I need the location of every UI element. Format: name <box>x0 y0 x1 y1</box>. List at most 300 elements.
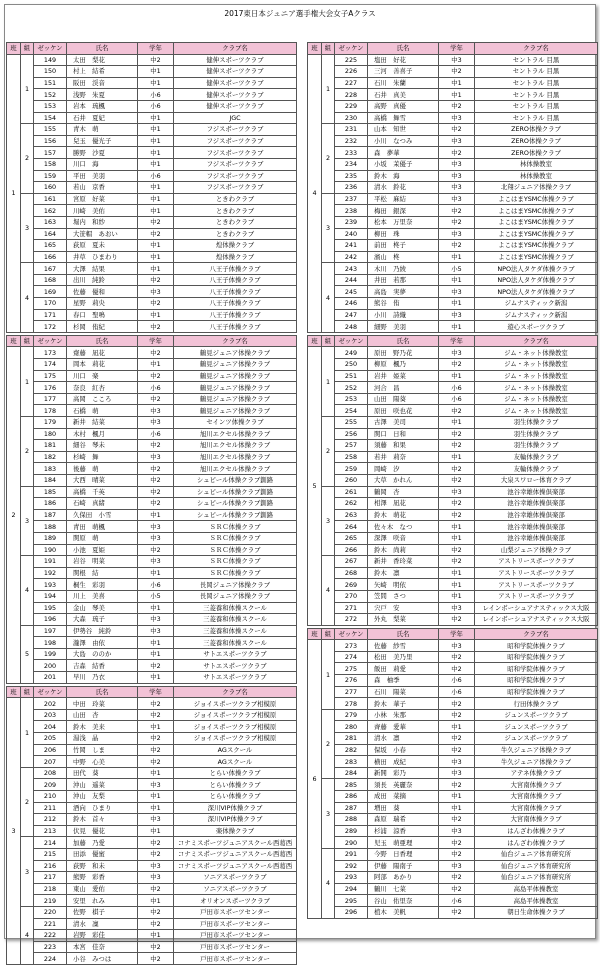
kumi-cell: 3 <box>322 779 335 849</box>
zekken-cell: 229 <box>335 100 368 112</box>
zekken-cell: 290 <box>335 837 368 849</box>
club-cell: シュピール体操クラブ釧路 <box>174 486 297 498</box>
club-cell: セントラル 目黒 <box>475 77 598 89</box>
zekken-cell: 166 <box>34 251 67 263</box>
table-row <box>308 451 598 463</box>
header-zekken: ゼッケン <box>34 686 67 698</box>
club-cell: ときわクラブ <box>174 193 297 205</box>
zekken-cell: 187 <box>34 509 67 521</box>
zekken-cell: 252 <box>335 382 368 394</box>
name-cell: 奈良 紅杏 <box>67 382 138 394</box>
name-cell: 井草 ひまわり <box>67 251 138 263</box>
club-cell: フジスポーツクラブ <box>174 147 297 159</box>
zekken-cell: 161 <box>34 193 67 205</box>
club-cell: 戸田市スポーツセンター <box>174 918 297 930</box>
table-row <box>308 274 598 286</box>
club-cell: 戸田市スポーツセンター <box>174 930 297 942</box>
club-cell: 八王子体操クラブ <box>174 298 297 310</box>
table-row <box>308 193 598 205</box>
name-cell: 川上 美喜 <box>67 590 138 602</box>
zekken-cell: 279 <box>335 709 368 721</box>
zekken-cell: 272 <box>335 614 368 626</box>
table-row <box>7 382 297 394</box>
club-cell: 旭川エクセル体操クラブ <box>174 451 297 463</box>
name-cell: 松本 万里奈 <box>368 216 439 228</box>
table-row <box>308 567 598 579</box>
table-row <box>7 112 297 124</box>
table-row <box>308 640 598 652</box>
name-cell: 若山 京香 <box>67 182 138 194</box>
zekken-cell: 284 <box>335 767 368 779</box>
table-row <box>308 440 598 452</box>
header-name: 氏名 <box>368 43 439 55</box>
club-cell: 遊心スポーツクラブ <box>475 321 598 333</box>
name-cell: 本宮 佳奈 <box>67 941 138 953</box>
zekken-cell: 175 <box>34 370 67 382</box>
club-cell: 高島平体操教室 <box>475 895 598 907</box>
club-cell: 八王子体操クラブ <box>174 321 297 333</box>
zekken-cell: 269 <box>335 579 368 591</box>
club-cell: 高島平体操教室 <box>475 883 598 895</box>
zekken-cell: 217 <box>34 872 67 884</box>
club-cell: ジムナスティック新潟 <box>475 309 598 321</box>
club-cell: よこはまYSMC体操クラブ <box>475 193 598 205</box>
zekken-cell: 213 <box>34 825 67 837</box>
club-cell: アストリースポーツクラブ <box>475 567 598 579</box>
name-cell: 森 柚季 <box>368 675 439 687</box>
name-cell: 矢崎 明依 <box>368 579 439 591</box>
name-cell: 若井 莉奈 <box>368 451 439 463</box>
club-cell: 北翔ジュニア体操クラブ <box>475 182 598 194</box>
zekken-cell: 248 <box>335 321 368 333</box>
table-row <box>308 205 598 217</box>
zekken-cell: 296 <box>335 906 368 918</box>
name-cell: 小林 朱那 <box>368 709 439 721</box>
grade-cell: 中1 <box>439 532 475 544</box>
zekken-cell: 267 <box>335 556 368 568</box>
name-cell: 桐生 彩羽 <box>67 579 138 591</box>
grade-cell: 中2 <box>439 100 475 112</box>
header-kumi: 組 <box>21 43 34 55</box>
table-row <box>7 848 297 860</box>
header-zekken: ゼッケン <box>335 628 368 640</box>
table-row <box>308 66 598 78</box>
club-cell: 朝日生命体操クラブ <box>475 906 598 918</box>
club-cell: 旭川エクセル体操クラブ <box>174 428 297 440</box>
table-row <box>308 779 598 791</box>
club-cell: はんざわ体操クラブ <box>475 825 598 837</box>
header-row <box>7 335 297 347</box>
left-column <box>6 42 297 965</box>
grade-cell: 中2 <box>138 321 174 333</box>
grade-cell: 中2 <box>138 228 174 240</box>
grade-cell: 中1 <box>138 825 174 837</box>
club-cell: AGスクール <box>174 744 297 756</box>
grade-cell: 中1 <box>138 648 174 660</box>
name-cell: 宮原 好菜 <box>67 193 138 205</box>
club-cell: ときわクラブ <box>174 216 297 228</box>
name-cell: 高野 真優 <box>368 100 439 112</box>
table-row <box>308 895 598 907</box>
name-cell: 松田 美乃里 <box>368 651 439 663</box>
grade-cell: 中1 <box>138 602 174 614</box>
zekken-cell: 220 <box>34 906 67 918</box>
zekken-cell: 224 <box>34 953 67 965</box>
zekken-cell: 198 <box>34 637 67 649</box>
table-row <box>7 417 297 429</box>
table-row <box>308 77 598 89</box>
grade-cell: 中3 <box>439 347 475 359</box>
club-cell: オリオンスポーツクラブ <box>174 895 297 907</box>
club-cell: フジスポーツクラブ <box>174 182 297 194</box>
zekken-cell: 200 <box>34 660 67 672</box>
table-row <box>7 66 297 78</box>
grade-cell: 中1 <box>138 791 174 803</box>
name-cell: 加藤 乃愛 <box>67 837 138 849</box>
table-row <box>308 837 598 849</box>
table-row <box>308 532 598 544</box>
grade-cell: 中3 <box>138 521 174 533</box>
name-cell: 梅田 銀深 <box>368 205 439 217</box>
table-row <box>308 614 598 626</box>
grade-cell: 中2 <box>439 216 475 228</box>
zekken-cell: 276 <box>335 675 368 687</box>
grade-cell: 中2 <box>439 124 475 136</box>
grade-cell: 中1 <box>138 802 174 814</box>
zekken-cell: 237 <box>335 193 368 205</box>
zekken-cell: 216 <box>34 860 67 872</box>
zekken-cell: 246 <box>335 298 368 310</box>
name-cell: 森 夢華 <box>368 147 439 159</box>
name-cell: 早川 乃衣 <box>67 672 138 684</box>
name-cell: 新開 彩乃 <box>368 767 439 779</box>
grade-cell: 中2 <box>439 428 475 440</box>
kumi-cell: 4 <box>21 556 34 626</box>
table-row <box>308 170 598 182</box>
zekken-cell: 232 <box>335 135 368 147</box>
header-grade: 学年 <box>439 43 475 55</box>
zekken-cell: 158 <box>34 158 67 170</box>
name-cell: 植木 美帆 <box>368 906 439 918</box>
table-row <box>7 440 297 452</box>
zekken-cell: 223 <box>34 941 67 953</box>
club-cell: 大宮南体操クラブ <box>475 814 598 826</box>
club-cell: とらい体操クラブ <box>174 767 297 779</box>
zekken-cell: 164 <box>34 228 67 240</box>
zekken-cell: 205 <box>34 733 67 745</box>
zekken-cell: 264 <box>335 521 368 533</box>
zekken-cell: 251 <box>335 370 368 382</box>
grade-cell: 中2 <box>138 837 174 849</box>
zekken-cell: 214 <box>34 837 67 849</box>
kumi-cell: 2 <box>21 417 34 487</box>
kumi-cell: 1 <box>322 347 335 417</box>
table-row <box>7 474 297 486</box>
zekken-cell: 188 <box>34 521 67 533</box>
header-kumi: 組 <box>322 628 335 640</box>
kumi-cell: 2 <box>322 124 335 194</box>
grade-cell: 中2 <box>439 440 475 452</box>
name-cell: 久保田 小雪 <box>67 509 138 521</box>
grade-cell: 小6 <box>138 100 174 112</box>
grade-cell: 中2 <box>439 463 475 475</box>
zekken-cell: 178 <box>34 405 67 417</box>
zekken-cell: 154 <box>34 112 67 124</box>
kumi-cell: 2 <box>21 124 34 194</box>
name-cell: 増田 葵 <box>368 802 439 814</box>
club-cell: 鶴見ジュニア体操クラブ <box>174 382 297 394</box>
table-row <box>7 100 297 112</box>
table-row <box>308 147 598 159</box>
table-row <box>7 498 297 510</box>
zekken-cell: 196 <box>34 614 67 626</box>
club-cell: セントラル 目黒 <box>475 100 598 112</box>
grade-cell: 中2 <box>439 709 475 721</box>
kumi-cell: 2 <box>21 767 34 837</box>
table-row <box>7 193 297 205</box>
grade-cell: 中2 <box>439 474 475 486</box>
name-cell: 鈴木 萌花 <box>368 509 439 521</box>
grade-cell: 中1 <box>439 521 475 533</box>
club-cell: レインボーシュアナスティックス大阪 <box>475 614 598 626</box>
zekken-cell: 283 <box>335 756 368 768</box>
grade-cell: 中1 <box>138 767 174 779</box>
kumi-cell: 1 <box>21 54 34 124</box>
name-cell: 相澤 凪花 <box>368 498 439 510</box>
name-cell: 古澤 美司 <box>368 417 439 429</box>
club-cell: はんざわ体操クラブ <box>475 837 598 849</box>
name-cell: 青田 萌楓 <box>67 521 138 533</box>
zekken-cell: 159 <box>34 170 67 182</box>
header-zekken: ゼッケン <box>335 43 368 55</box>
header-row <box>308 628 598 640</box>
club-cell: シュピール体操クラブ釧路 <box>174 509 297 521</box>
grade-cell: 中2 <box>138 756 174 768</box>
club-cell: 長岡ジュニア体操クラブ <box>174 590 297 602</box>
name-cell: 出川 純鈴 <box>67 274 138 286</box>
club-cell: よこはまYSMC体操クラブ <box>475 240 598 252</box>
club-cell: ジョイスポーツクラブ相模原 <box>174 721 297 733</box>
table-row <box>308 744 598 756</box>
grade-cell: 中1 <box>138 309 174 321</box>
grade-cell: 中3 <box>138 625 174 637</box>
han-cell: 3 <box>7 698 21 965</box>
kumi-cell: 1 <box>21 698 34 768</box>
name-cell: 川口 楽 <box>67 370 138 382</box>
zekken-cell: 182 <box>34 451 67 463</box>
grade-cell: 中3 <box>439 170 475 182</box>
kumi-cell: 4 <box>21 906 34 964</box>
table-row <box>7 216 297 228</box>
grade-cell: 中2 <box>439 733 475 745</box>
name-cell: 大澤 結果 <box>67 263 138 275</box>
name-cell: 岩谷 明菜 <box>67 556 138 568</box>
name-cell: 木村 楓月 <box>67 428 138 440</box>
club-cell: コナミスポーツジュニアスクール西葛西 <box>174 848 297 860</box>
grade-cell: 中1 <box>439 590 475 602</box>
grade-cell: 中2 <box>138 698 174 710</box>
table-row <box>308 767 598 779</box>
table-row <box>7 135 297 147</box>
name-cell: 石井 真美 <box>368 89 439 101</box>
header-club: クラブ名 <box>174 43 297 55</box>
header-name: 氏名 <box>368 335 439 347</box>
zekken-cell: 197 <box>34 625 67 637</box>
club-cell: 八王子体操クラブ <box>174 274 297 286</box>
club-cell: 深川VIP体操クラブ <box>174 802 297 814</box>
grade-cell: 中3 <box>138 779 174 791</box>
grade-cell: 中1 <box>439 77 475 89</box>
han-table <box>6 335 297 684</box>
club-cell: 三菱養和体操スクール <box>174 625 297 637</box>
club-cell: 大宮南体操クラブ <box>475 791 598 803</box>
club-cell: 昭和学院体操クラブ <box>475 651 598 663</box>
zekken-cell: 257 <box>335 440 368 452</box>
grade-cell: 中1 <box>138 124 174 136</box>
club-cell: ジョイスポーツクラブ相模原 <box>174 698 297 710</box>
name-cell: 新井 結菜 <box>67 417 138 429</box>
name-cell: 太田 梨花 <box>67 54 138 66</box>
club-cell: ＳＲＣ体操クラブ <box>174 532 297 544</box>
grade-cell: 中3 <box>439 825 475 837</box>
grade-cell: 中2 <box>138 347 174 359</box>
club-cell: 羽生体操クラブ <box>475 417 598 429</box>
header-kumi: 組 <box>21 686 34 698</box>
grade-cell: 中2 <box>138 298 174 310</box>
table-row <box>7 672 297 684</box>
club-cell: よこはまYSMC体操クラブ <box>475 251 598 263</box>
zekken-cell: 172 <box>34 321 67 333</box>
name-cell: 小谷 みつは <box>67 953 138 965</box>
table-row <box>7 660 297 672</box>
name-cell: 三河 善喜子 <box>368 66 439 78</box>
grade-cell: 中2 <box>138 440 174 452</box>
grade-cell: 小6 <box>439 382 475 394</box>
grade-cell: 中2 <box>439 205 475 217</box>
han-cell: 1 <box>7 54 21 332</box>
club-cell: アストリースポーツクラブ <box>475 579 598 591</box>
club-cell: セントラル 目黒 <box>475 89 598 101</box>
grade-cell: 中2 <box>439 663 475 675</box>
zekken-cell: 206 <box>34 744 67 756</box>
grade-cell: 中2 <box>439 556 475 568</box>
name-cell: 東山 愛佑 <box>67 883 138 895</box>
club-cell: 三菱養和体操スクール <box>174 602 297 614</box>
zekken-cell: 170 <box>34 298 67 310</box>
table-row <box>308 579 598 591</box>
zekken-cell: 287 <box>335 802 368 814</box>
zekken-cell: 185 <box>34 486 67 498</box>
club-cell: 鶴見ジュニア体操クラブ <box>174 393 297 405</box>
club-cell: 池谷幸雄体操倶楽部 <box>475 486 598 498</box>
table-row <box>7 590 297 602</box>
name-cell: 小池 夏姫 <box>67 544 138 556</box>
name-cell: 佐野 棋子 <box>67 906 138 918</box>
name-cell: 春口 聖鳴 <box>67 309 138 321</box>
name-cell: 河合 昌 <box>368 382 439 394</box>
name-cell: 川口 海 <box>67 158 138 170</box>
grade-cell: 中2 <box>439 779 475 791</box>
name-cell: 保坂 小春 <box>368 744 439 756</box>
table-row <box>308 228 598 240</box>
kumi-cell: 1 <box>322 54 335 124</box>
table-row <box>308 251 598 263</box>
table-row <box>7 733 297 745</box>
club-cell: ジム・ネット体操教室 <box>475 359 598 371</box>
table-row <box>7 274 297 286</box>
header-han: 班 <box>7 43 21 55</box>
name-cell: 安里 れみ <box>67 895 138 907</box>
zekken-cell: 242 <box>335 251 368 263</box>
club-cell: サトエスポーツクラブ <box>174 672 297 684</box>
club-cell: ジム・ネット体操教室 <box>475 405 598 417</box>
name-cell: 木川 乃綾 <box>368 263 439 275</box>
zekken-cell: 168 <box>34 274 67 286</box>
kumi-cell: 3 <box>322 193 335 263</box>
grade-cell: 中3 <box>138 614 174 626</box>
kumi-cell: 2 <box>322 709 335 779</box>
grade-cell: 中1 <box>138 205 174 217</box>
name-cell: 鶴川 七菜 <box>368 883 439 895</box>
zekken-cell: 194 <box>34 590 67 602</box>
zekken-cell: 250 <box>335 359 368 371</box>
grade-cell: 小6 <box>439 686 475 698</box>
header-club: クラブ名 <box>174 335 297 347</box>
zekken-cell: 227 <box>335 77 368 89</box>
table-row <box>308 240 598 252</box>
grade-cell: 中2 <box>439 614 475 626</box>
zekken-cell: 244 <box>335 274 368 286</box>
table-row <box>308 393 598 405</box>
grade-cell: 中1 <box>138 672 174 684</box>
header-han: 班 <box>308 43 322 55</box>
club-cell: 八王子体操クラブ <box>174 309 297 321</box>
name-cell: 大島 ののか <box>67 648 138 660</box>
han-cell: 4 <box>308 54 322 332</box>
name-cell: 高島 実夢 <box>368 286 439 298</box>
zekken-cell: 208 <box>34 767 67 779</box>
name-cell: 大笹帽 あおい <box>67 228 138 240</box>
club-cell: 昭和学院体操クラブ <box>475 640 598 652</box>
table-row <box>308 158 598 170</box>
grade-cell: 小6 <box>439 393 475 405</box>
name-cell: 佐藤 紗雪 <box>368 640 439 652</box>
name-cell: 石崎 真緒 <box>67 498 138 510</box>
club-cell: シュピール体操クラブ釧路 <box>174 474 297 486</box>
grade-cell: 中3 <box>439 309 475 321</box>
han-table <box>307 335 598 626</box>
header-club: クラブ名 <box>475 628 598 640</box>
club-cell: アテネ体操クラブ <box>475 767 598 779</box>
table-row <box>308 286 598 298</box>
club-cell: フジスポーツクラブ <box>174 124 297 136</box>
grade-cell: 中1 <box>138 240 174 252</box>
table-row <box>308 417 598 429</box>
kumi-cell: 4 <box>322 263 335 333</box>
table-row <box>7 321 297 333</box>
kumi-cell: 3 <box>21 193 34 263</box>
name-cell: 大森 琉子 <box>67 614 138 626</box>
name-cell: 細野 美羽 <box>368 321 439 333</box>
name-cell: 柳原 楓乃 <box>368 359 439 371</box>
grade-cell: 中1 <box>138 193 174 205</box>
grade-cell: 中1 <box>138 637 174 649</box>
name-cell: 須藤 和果 <box>368 440 439 452</box>
zekken-cell: 258 <box>335 451 368 463</box>
zekken-cell: 270 <box>335 590 368 602</box>
header-club: クラブ名 <box>475 335 598 347</box>
header-club: クラブ名 <box>475 43 598 55</box>
